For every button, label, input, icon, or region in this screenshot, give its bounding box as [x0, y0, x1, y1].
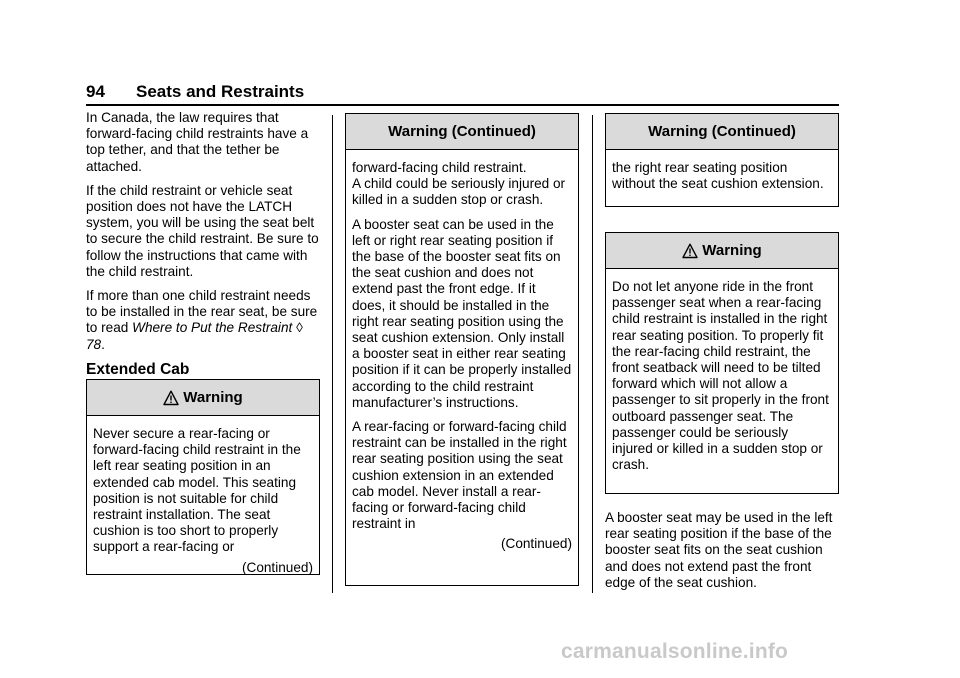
reference-symbol: ◊: [296, 320, 303, 336]
warning-text: A child could be seriously injured or killed in a sudden stop or crash.: [352, 176, 566, 208]
warning-box-continued-2: [605, 113, 839, 207]
warning-text: Never secure a rear-facing or forward-facing child restraint in the left rear seating position in an extended cab model. This seating position is not suitable for child restraint installation. The seat cushion is too short to properly support a rear-facing or: [93, 426, 301, 555]
warning-icon: [163, 390, 179, 406]
continued-label: (Continued): [241, 559, 313, 575]
warning-header: Warning (Continued): [606, 114, 838, 150]
continued-label: (Continued): [500, 536, 572, 552]
warning-text: A rear-facing or forward-facing child restraint can be installed in the right rear seating position using the seat cushion extension in an extended cab model. Never install a rear-facing or forward-facing child restraint in: [352, 419, 567, 532]
warning-body: [606, 150, 838, 192]
column-3-paragraph: [605, 510, 839, 599]
period: .: [101, 336, 105, 352]
subheading: Extended Cab: [86, 360, 190, 378]
paragraph: A booster seat may be used in the left rear seating position if the base of the booster seat fits on the seat cushion and does not extend past the front edge of the seat cushion.: [605, 510, 833, 590]
section-title: Seats and Restraints: [136, 82, 305, 101]
column-1: [86, 110, 322, 389]
warning-box-front-passenger: [605, 232, 839, 494]
page-number: 94: [86, 82, 105, 101]
column-divider: [592, 115, 593, 593]
paragraph: If the child restraint or vehicle seat position does not have the LATCH system, you will be using the seat belt to secure the child restraint. Be sure to follow the instructions that came with the child restraint.: [86, 182, 319, 279]
warning-body: [606, 269, 838, 473]
warning-header: [606, 233, 838, 269]
cross-reference-link[interactable]: Where to Put the Restraint: [132, 320, 293, 336]
paragraph-text: If more than one child restraint needs to be installed in the rear seat, be sure to read: [86, 288, 318, 336]
warning-body: [346, 150, 578, 552]
warning-box-extended-cab: [86, 379, 320, 575]
warning-body: [87, 416, 319, 576]
warning-text: forward-facing child restraint.: [352, 160, 527, 175]
warning-header: [87, 380, 319, 416]
warning-text: Do not let anyone ride in the front passenger seat when a rear-facing child restraint is installed in the right rear seating position. To properly fit the rear-facing child restraint, the front seatback will need to be tilted forward which will not allow a passenger to sit properly in the front outboard passenger seat. The passenger could be seriously injured or killed in a sudden stop or crash.: [612, 279, 829, 473]
warning-text: A booster seat can be used in the left or right rear seating position if the base of the booster seat fits on the seat cushion and does not extend past the front edge. If it does, it should be installed in the right rear seating position using the seat cushion extension. Only install a booster seat in either rear seating position if it can be properly installed according to the child restraint manufacturer’s instructions.: [352, 216, 572, 410]
paragraph: [86, 288, 322, 353]
watermark: carmanualsonline.info: [561, 640, 789, 663]
page-header: [86, 82, 839, 106]
column-divider: [332, 115, 333, 593]
warning-title: Warning: [183, 389, 243, 406]
warning-icon: [682, 243, 698, 259]
reference-page[interactable]: 78: [86, 336, 102, 352]
warning-header: Warning (Continued): [346, 114, 578, 150]
warning-title: Warning: [702, 242, 762, 259]
paragraph: In Canada, the law requires that forward-facing child restraints have a top tether, and that the tether be attached.: [86, 110, 309, 174]
warning-box-continued: [345, 113, 579, 586]
warning-text: the right rear seating position without the seat cushion extension.: [612, 160, 824, 192]
